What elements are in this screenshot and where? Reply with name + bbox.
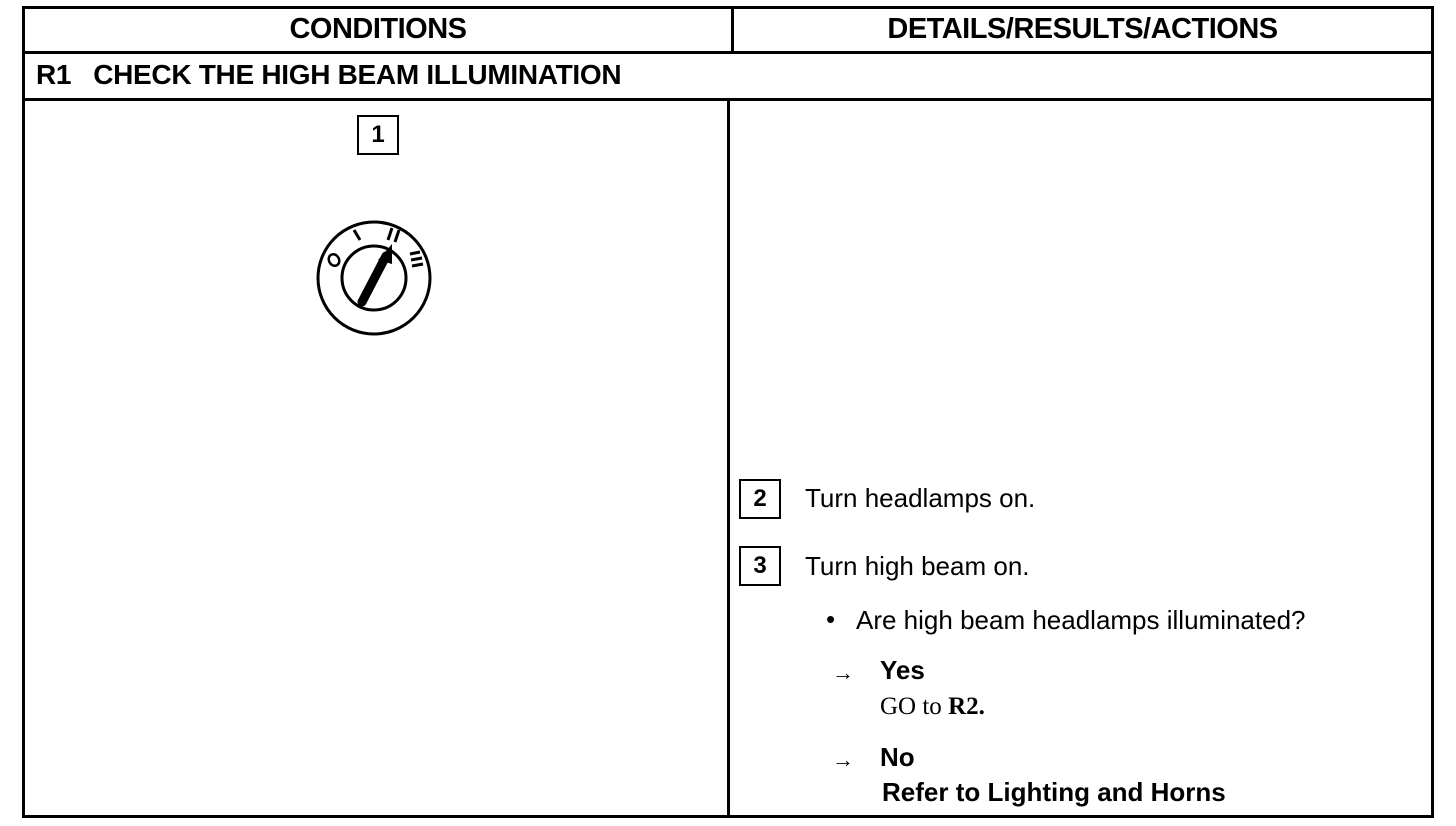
conditions-header: CONDITIONS — [289, 12, 467, 45]
step-3-box: 3 — [739, 546, 781, 586]
step-3-text: Turn high beam on. — [805, 551, 1030, 581]
yes-action — [880, 693, 985, 721]
no-action: Refer to Lighting and Horns — [882, 777, 1226, 807]
no-arrow-icon: → — [832, 747, 854, 772]
section-title — [36, 52, 621, 98]
step-2-box: 2 — [739, 479, 781, 519]
yes-label: Yes — [880, 655, 925, 685]
details-header: DETAILS/RESULTS/ACTIONS — [887, 12, 1278, 45]
bullet-icon: • — [826, 604, 836, 634]
no-label: No — [880, 742, 915, 772]
question-text: Are high beam headlamps illuminated? — [856, 605, 1306, 635]
ignition-switch-icon — [308, 218, 440, 338]
section-title-text: CHECK THE HIGH BEAM ILLUMINATION — [93, 59, 622, 90]
column-divider-body — [727, 98, 730, 818]
yes-action-prefix: GO to — [880, 693, 949, 720]
yes-action-target: R2. — [948, 693, 985, 720]
step-1-box: 1 — [357, 115, 399, 155]
step-2-text: Turn headlamps on. — [805, 483, 1036, 513]
section-code: R1 — [36, 59, 72, 90]
yes-arrow-icon: → — [832, 660, 854, 685]
